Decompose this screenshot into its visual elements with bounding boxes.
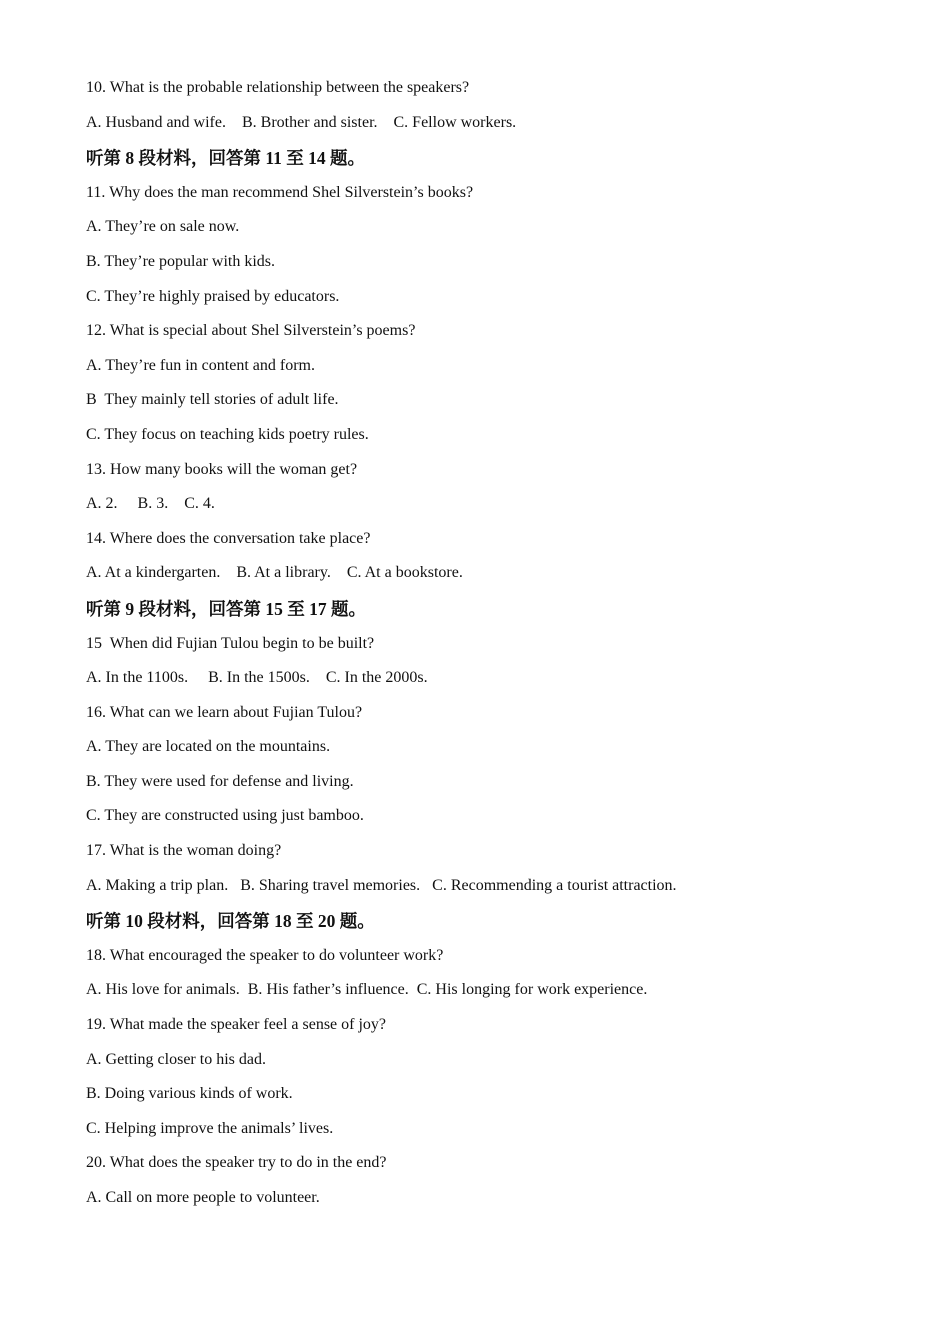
question-text: 15 When did Fujian Tulou begin to be built?: [86, 634, 375, 652]
answer-options: A. They’re on sale now.: [86, 218, 240, 236]
answer-options: A. In the 1100s. B. In the 1500s. C. In the 2000s.: [86, 669, 428, 687]
document-page: [86, 78, 906, 1223]
section-heading: 听第 8 段材料，回答第 11 至 14 题。: [86, 148, 366, 169]
answer-options: A. His love for animals. B. His father’s influence. C. His longing for work experience.: [86, 981, 648, 999]
question-text: 16. What can we learn about Fujian Tulou?: [86, 703, 363, 721]
answer-options: C. Helping improve the animals’ lives.: [86, 1119, 334, 1137]
answer-options: A. Making a trip plan. B. Sharing travel memories. C. Recommending a tourist attraction.: [86, 876, 677, 894]
question-text: 17. What is the woman doing?: [86, 842, 282, 860]
question-text: 19. What made the speaker feel a sense of joy?: [86, 1016, 387, 1034]
answer-options: B. They were used for defense and living.: [86, 772, 354, 790]
answer-options: A. 2. B. 3. C. 4.: [86, 495, 215, 513]
question-text: 14. Where does the conversation take place?: [86, 529, 371, 547]
answer-options: C. They’re highly praised by educators.: [86, 287, 340, 305]
answer-options: B They mainly tell stories of adult life.: [86, 391, 339, 409]
answer-options: B. Doing various kinds of work.: [86, 1085, 293, 1103]
answer-options: A. Getting closer to his dad.: [86, 1050, 266, 1068]
answer-options: C. They are constructed using just bamboo.: [86, 807, 364, 825]
question-text: 11. Why does the man recommend Shel Silverstein’s books?: [86, 183, 474, 201]
question-text: 12. What is special about Shel Silverstein’s poems?: [86, 322, 416, 340]
answer-options: A. Husband and wife. B. Brother and sister. C. Fellow workers.: [86, 113, 517, 131]
answer-options: C. They focus on teaching kids poetry rules.: [86, 425, 369, 443]
section-heading: 听第 9 段材料，回答第 15 至 17 题。: [86, 598, 366, 619]
question-text: 20. What does the speaker try to do in the end?: [86, 1154, 387, 1172]
answer-options: B. They’re popular with kids.: [86, 252, 276, 270]
answer-options: A. At a kindergarten. B. At a library. C. At a bookstore.: [86, 564, 463, 582]
question-text: 13. How many books will the woman get?: [86, 460, 358, 478]
answer-options: A. They are located on the mountains.: [86, 738, 331, 756]
answer-options: A. Call on more people to volunteer.: [86, 1189, 320, 1206]
question-text: 18. What encouraged the speaker to do volunteer work?: [86, 946, 444, 964]
answer-options: A. They’re fun in content and form.: [86, 356, 315, 374]
section-heading: 听第 10 段材料，回答第 18 至 20 题。: [86, 911, 375, 932]
question-text: 10. What is the probable relationship between the speakers?: [86, 79, 470, 96]
